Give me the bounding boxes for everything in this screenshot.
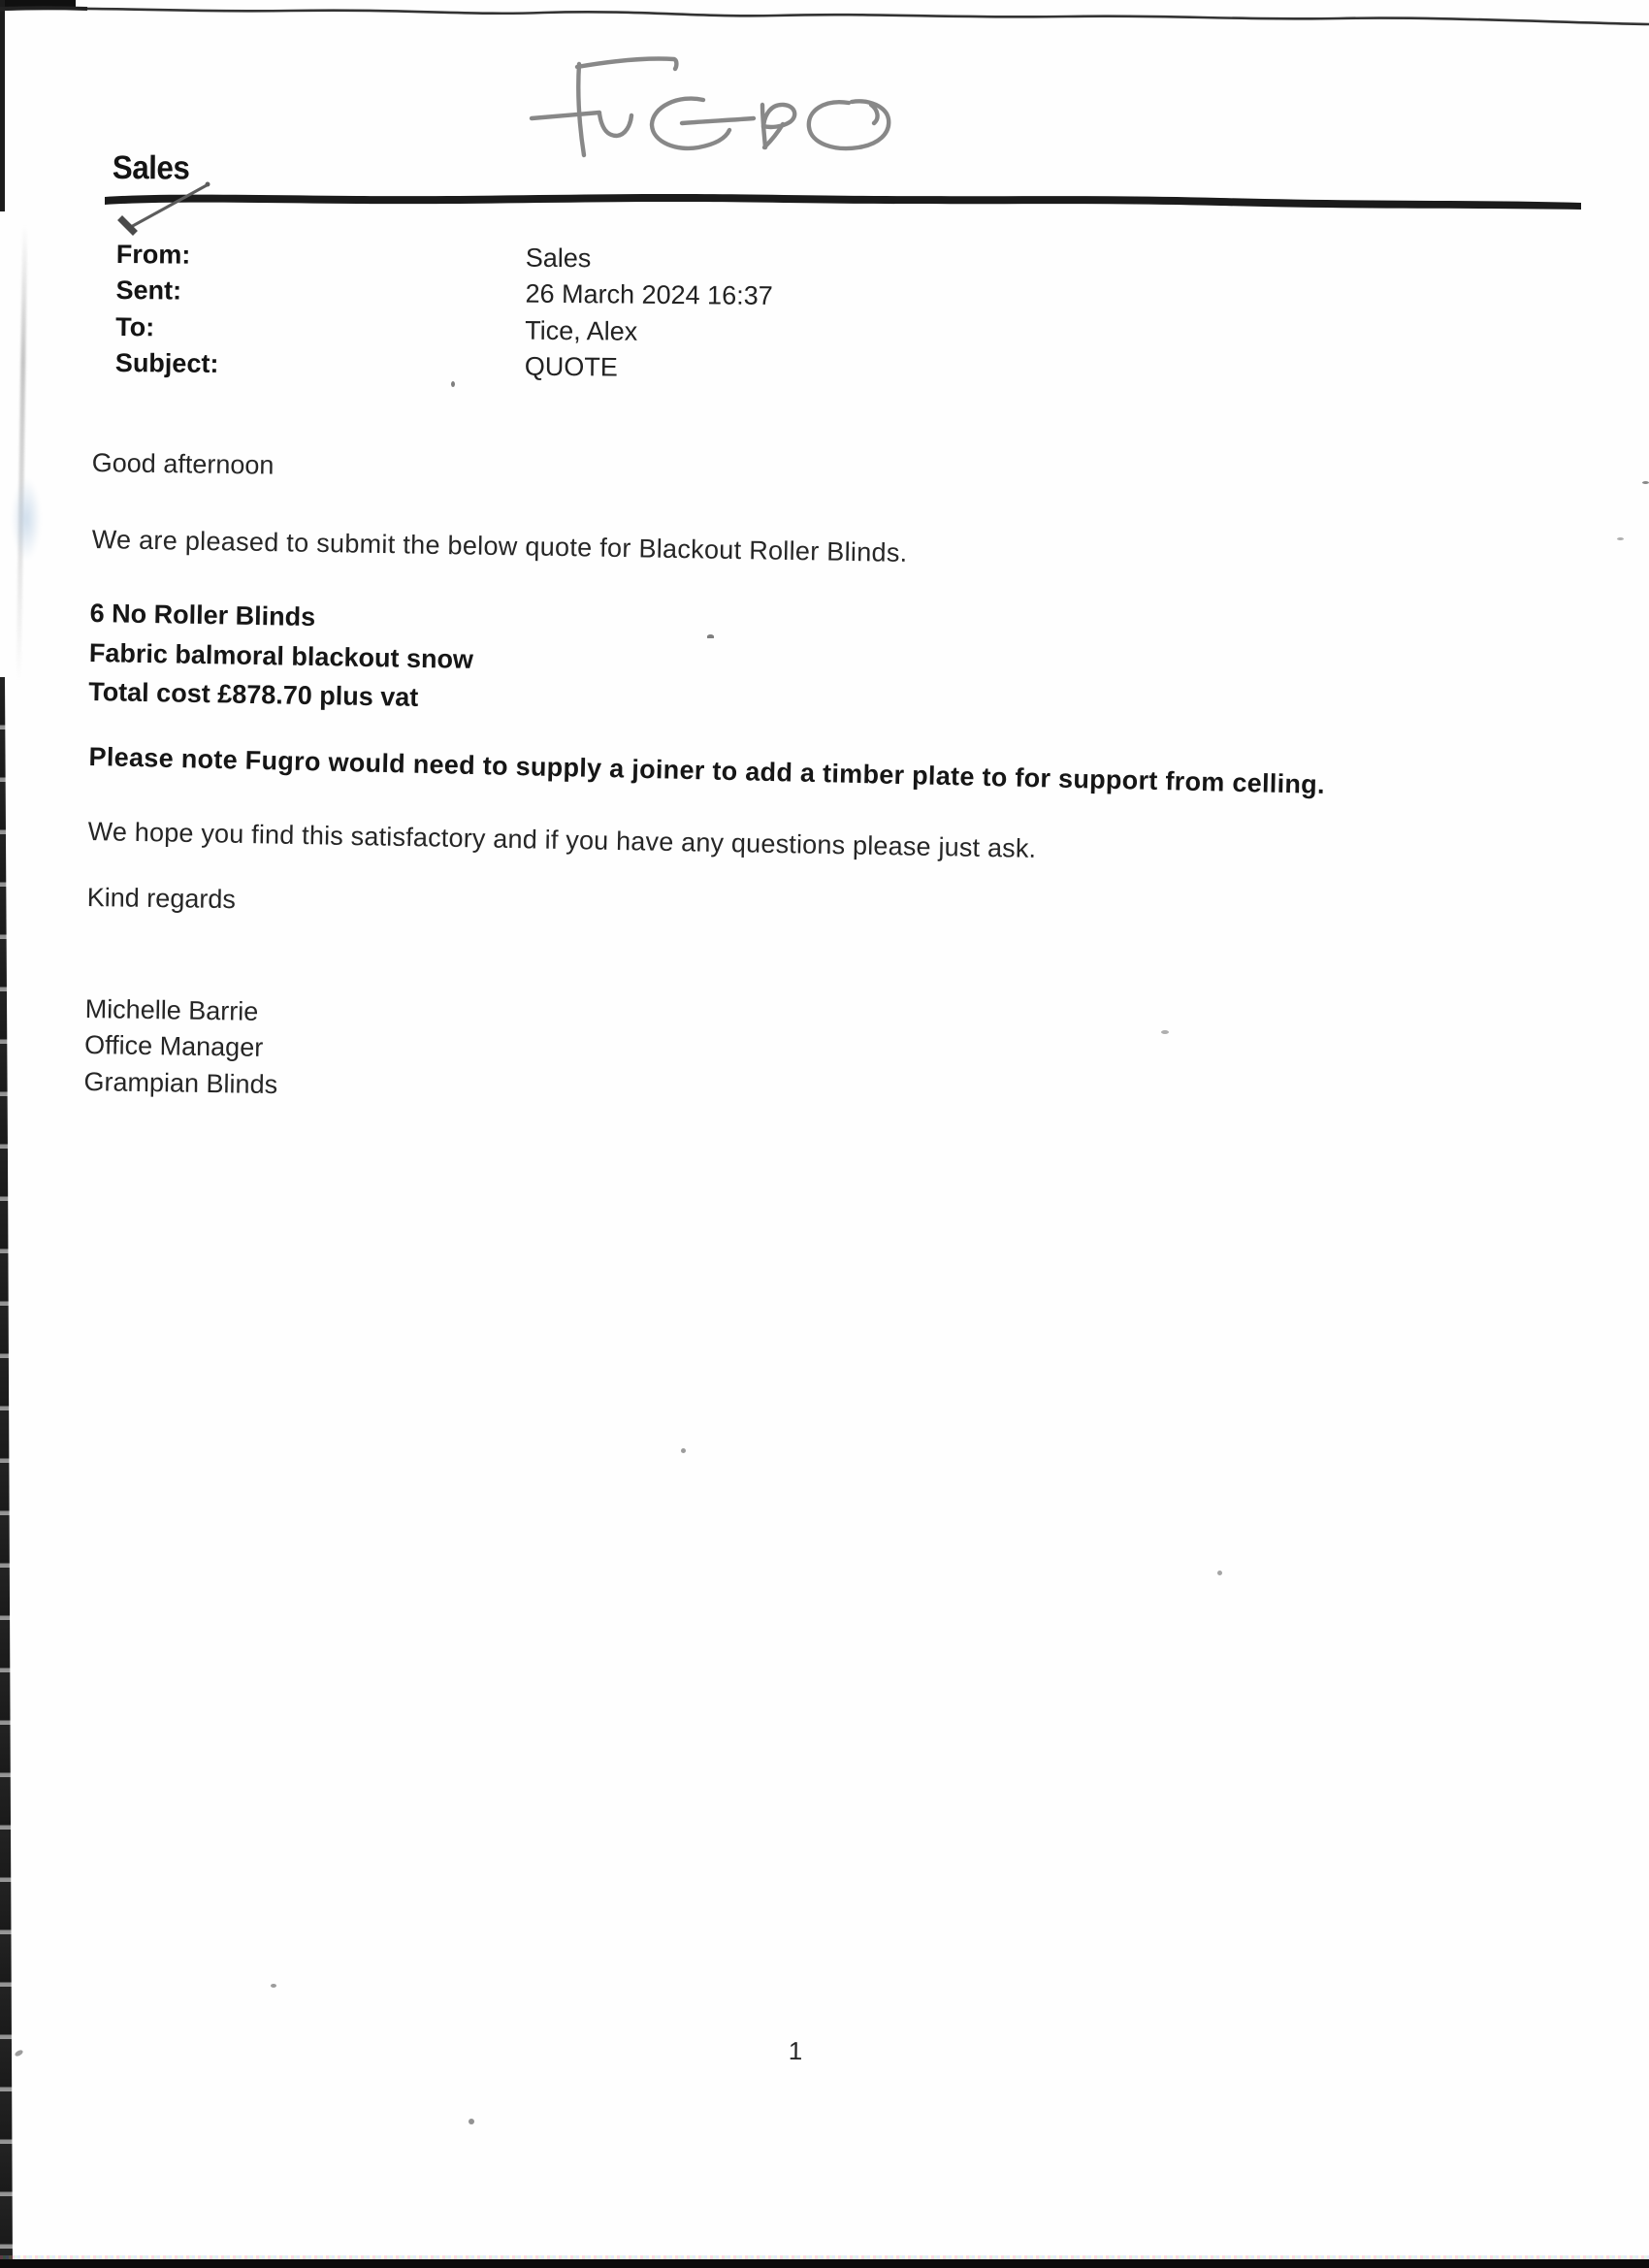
email-header-row-to (115, 311, 638, 348)
scan-speck (1161, 1030, 1169, 1034)
scan-speck (707, 634, 714, 638)
quote-line-fabric: Fabric balmoral blackout snow (88, 637, 474, 674)
email-header-block (114, 239, 773, 384)
header-rule (105, 189, 1584, 216)
signature-name: Michelle Barrie (84, 993, 259, 1026)
scan-speck (469, 2119, 474, 2124)
quote-line-total-cost: Total cost £878.70 plus vat (87, 676, 419, 712)
header-label-to: To: (115, 311, 155, 342)
email-header-row-subject (114, 347, 619, 384)
closing-line-text: We hope you find this satisfactory and if you have any questions please just ask. (87, 816, 1037, 863)
scan-speck (451, 381, 455, 387)
scan-smudge-blue (12, 477, 41, 561)
greeting-text: Good afternoon (91, 447, 275, 480)
header-label-subject: Subject: (114, 348, 219, 379)
header-value-from: Sales (525, 243, 592, 274)
scan-edge-film-strip (0, 677, 13, 2268)
header-label-sent: Sent: (115, 275, 182, 306)
scan-speck (14, 2049, 23, 2057)
scan-edge-bottom-strip (0, 2259, 1649, 2268)
signature-role: Office Manager (83, 1030, 264, 1063)
scan-streak-left (16, 225, 28, 681)
header-value-to: Tice, Alex (525, 315, 638, 346)
header-value-subject: QUOTE (524, 351, 619, 382)
scan-speck (1617, 537, 1624, 540)
pen-arrow-annotation (114, 178, 221, 240)
email-header-row-from (115, 239, 592, 275)
scan-speck (1642, 481, 1649, 484)
scan-speck (271, 1984, 276, 1988)
header-label-from: From: (115, 239, 191, 270)
page-number: 1 (788, 2036, 803, 2066)
scan-speck (681, 1448, 686, 1453)
header-value-sent: 26 March 2024 16:37 (525, 279, 773, 311)
scan-speck (1217, 1571, 1222, 1575)
signature-block (83, 991, 278, 1103)
quote-line-count: 6 No Roller Blinds (89, 598, 316, 632)
signature-company: Grampian Blinds (83, 1066, 278, 1099)
note-text: Please note Fugro would need to supply a joiner to add a timber plate to for support from celling. (88, 741, 1326, 799)
sign-off-text: Kind regards (86, 882, 237, 915)
email-header-row-sent (115, 275, 773, 311)
intro-text: We are pleased to submit the below quote for Blackout Roller Blinds. (91, 524, 908, 567)
section-title: Sales (112, 149, 190, 187)
handwritten-fugro-annotation (524, 27, 931, 173)
quote-details-block (88, 594, 474, 718)
